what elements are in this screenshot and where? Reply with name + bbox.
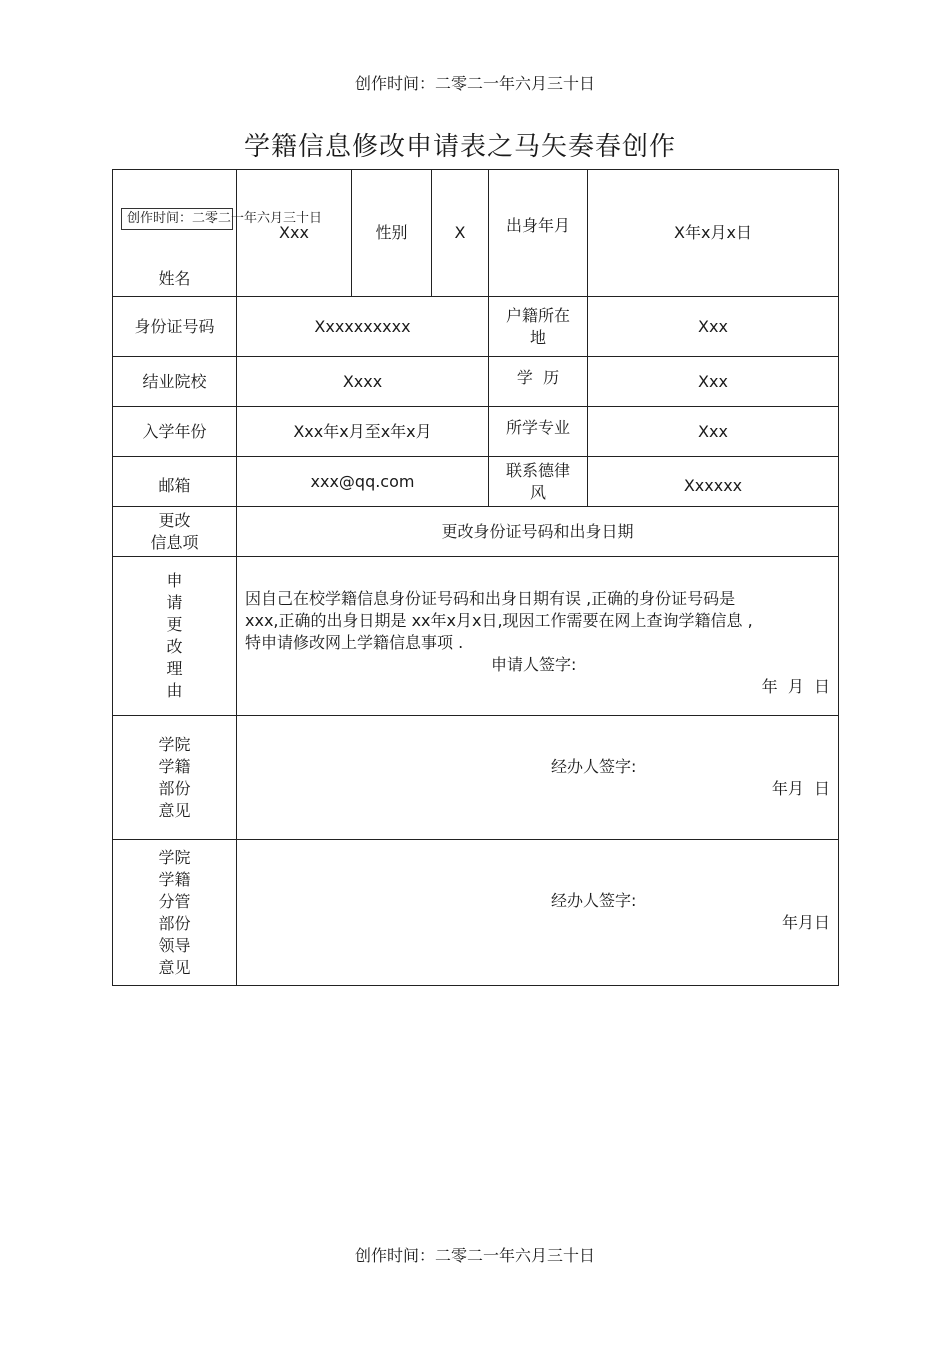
change-item-label-line2: 信息项 xyxy=(150,532,199,552)
reason-text-line1: 因自己在校学籍信息身份证号码和出身日期有误 ,正确的身份证号码是 xyxy=(245,589,736,608)
hukou-label-line1: 户籍所在 xyxy=(505,305,570,325)
birth-label: 出身年月 xyxy=(489,170,588,297)
leader-opinion-content[interactable] xyxy=(237,840,839,986)
change-item-label-line1: 更改 xyxy=(158,510,191,530)
contact-value[interactable]: Xxxxxx xyxy=(588,457,839,507)
change-item-label xyxy=(113,507,237,557)
leader-signature-label: 经办人签字: xyxy=(551,891,637,910)
education-label: 学 历 xyxy=(489,357,588,407)
name-label: 姓名 xyxy=(158,269,191,288)
college-registry-opinion-content[interactable] xyxy=(237,716,839,840)
id-number-label: 身份证号码 xyxy=(113,297,237,357)
reason-label-char: 由 xyxy=(166,681,183,700)
reason-text-line2: xxx,正确的出身日期是 xx年x月x日,现因工作需要在网上查询学籍信息 , xyxy=(245,611,753,630)
email-label: 邮箱 xyxy=(113,457,237,507)
applicant-signature-label: 申请人签字: xyxy=(491,655,577,674)
school-label: 结业院校 xyxy=(113,357,237,407)
leader-label-line: 学籍 xyxy=(158,869,191,889)
school-value[interactable]: Xxxx xyxy=(237,357,489,407)
creation-stamp: 创作时间：二零二一年六月三十日 xyxy=(121,208,233,230)
opinion-label-line: 学院 xyxy=(158,734,191,754)
hukou-label-line2: 地 xyxy=(529,327,546,347)
id-number-value[interactable]: Xxxxxxxxxx xyxy=(237,297,489,357)
opinion-label-line: 意见 xyxy=(158,800,191,820)
leader-label-line: 部份 xyxy=(158,913,191,933)
email-value[interactable]: xxx@qq.com xyxy=(237,457,489,507)
reason-content[interactable] xyxy=(237,557,839,716)
education-value[interactable]: Xxx xyxy=(588,357,839,407)
gender-label: 性别 xyxy=(352,170,432,297)
reason-label-char: 改 xyxy=(166,637,183,656)
gender-value[interactable]: X xyxy=(432,170,489,297)
application-form-table xyxy=(112,169,839,986)
leader-opinion-label xyxy=(113,840,237,986)
birth-value[interactable]: X年x月x日 xyxy=(588,170,839,297)
leader-label-line: 领导 xyxy=(158,935,191,955)
reason-text-line3: 特申请修改网上学籍信息事项 . xyxy=(245,633,464,652)
enrollment-year-label: 入学年份 xyxy=(113,407,237,457)
major-value[interactable]: Xxx xyxy=(588,407,839,457)
contact-label-line1: 联系德律 xyxy=(505,460,570,480)
leader-label-line: 意见 xyxy=(158,957,191,977)
leader-date: 年月日 xyxy=(781,913,830,932)
reason-label-char: 请 xyxy=(166,593,183,612)
reason-label-char: 申 xyxy=(166,571,183,590)
reason-label xyxy=(113,557,237,716)
reason-label-char: 理 xyxy=(166,659,183,678)
page-footer: 创作时间：二零二一年六月三十日 xyxy=(354,1246,595,1265)
reason-text xyxy=(245,588,830,654)
opinion-label-line: 学籍 xyxy=(158,756,191,776)
change-item-value[interactable]: 更改身份证号码和出身日期 xyxy=(237,507,839,557)
leader-label-line: 学院 xyxy=(158,847,191,867)
college-registry-opinion-label xyxy=(113,716,237,840)
hukou-label xyxy=(489,297,588,357)
enrollment-year-value[interactable]: Xxx年x月至x年x月 xyxy=(237,407,489,457)
page-header: 创作时间：二零二一年六月三十日 xyxy=(354,74,595,93)
leader-label-line: 分管 xyxy=(158,891,191,911)
major-label: 所学专业 xyxy=(489,407,588,457)
registry-signature-label: 经办人签字: xyxy=(551,756,637,776)
registry-date: 年月 日 xyxy=(771,778,830,798)
opinion-label-line: 部份 xyxy=(158,778,191,798)
applicant-date: 年 月 日 xyxy=(761,677,830,696)
page-title: 学籍信息修改申请表之马矢奏春创作 xyxy=(243,132,676,162)
hukou-value[interactable]: Xxx xyxy=(588,297,839,357)
contact-label xyxy=(489,457,588,507)
contact-label-line2: 风 xyxy=(529,482,546,502)
name-value[interactable]: Xxx xyxy=(237,170,352,297)
reason-label-char: 更 xyxy=(166,615,183,634)
